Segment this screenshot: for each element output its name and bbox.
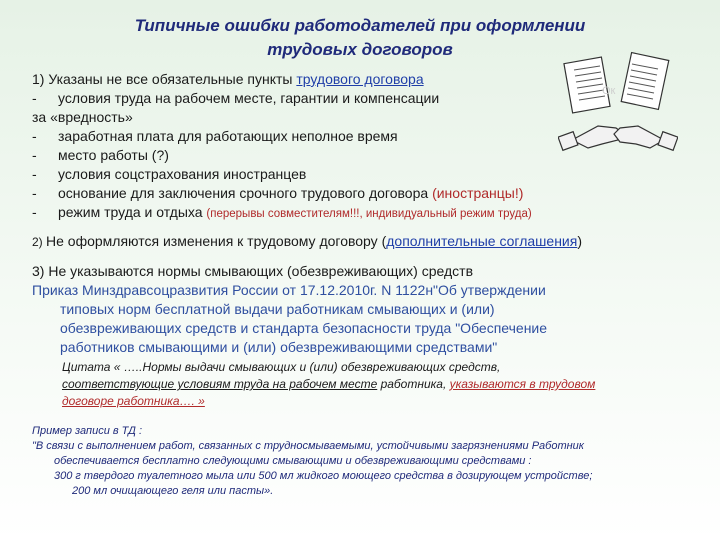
list-item — [32, 184, 702, 203]
list-item-text: за «вредность» — [32, 109, 133, 125]
example-label: Пример записи в ТД : — [32, 425, 142, 437]
list-item-text: условия соцстрахования иностранцев — [58, 166, 307, 182]
list-marker: - — [32, 90, 37, 106]
example-line: "В связи с выполнением работ, связанных с трудносмываемыми, устойчивыми загрязнениями Работник — [32, 440, 584, 452]
svg-text:Ок: Ок — [602, 85, 616, 97]
section2-number: 2) — [32, 235, 47, 249]
quote-text: работника, — [377, 377, 450, 391]
order-line: работников смывающими и (или) обезвреживающими средствами" — [60, 339, 498, 355]
list-item-text: место работы (?) — [58, 147, 169, 163]
list-item-text: заработная плата для работающих неполное время — [58, 128, 398, 144]
additional-agreements-link[interactable]: дополнительные соглашения — [386, 233, 578, 249]
quote-line — [62, 376, 702, 393]
section2 — [32, 232, 702, 252]
section2-close: ) — [577, 233, 582, 249]
list-item — [32, 127, 702, 146]
list-marker: - — [32, 204, 37, 220]
labor-contract-link[interactable]: трудового договора — [296, 71, 424, 87]
list-item-text: основание для заключения срочного трудового договора — [58, 185, 433, 201]
section1-heading-text: 1) Указаны не все обязательные пункты — [32, 71, 297, 87]
example-block — [32, 424, 702, 499]
section3 — [32, 262, 702, 410]
list-item-text: режим труда и отдыха — [58, 204, 207, 220]
list-item — [32, 203, 702, 224]
list-item — [32, 165, 702, 184]
list-item — [32, 89, 702, 108]
order-line: обезвреживающих средств и стандарта безопасности труда "Обеспечение — [60, 320, 548, 336]
quote-line: Цитата « …..Нормы выдачи смывающих и (или) обезвреживающих средств, — [62, 360, 501, 374]
order-line: типовых норм бесплатной выдачи работникам смывающих и (или) — [60, 301, 495, 317]
example-line: 200 мл очищающего геля или пасты». — [72, 485, 274, 497]
foreigners-note: (иностранцы!) — [432, 185, 524, 201]
list-marker: - — [32, 147, 37, 163]
example-line: обеспечивается бесплатно следующими смывающими и обезвреживающими средствами : — [54, 455, 532, 467]
quote-block — [32, 359, 702, 410]
quote-red: указываются в трудовом — [449, 377, 596, 391]
list-item — [32, 146, 702, 165]
quote-line: договоре работника…. » — [62, 394, 205, 408]
order-line: Приказ Минздравсоцразвития России от 17.12.2010г. N 1122н"Об утверждении — [32, 282, 546, 298]
section3-heading: 3) Не указываются нормы смывающих (обезвреживающих) средств — [32, 263, 473, 279]
main-content — [32, 70, 702, 499]
title-line-2: трудовых договоров — [267, 40, 453, 59]
example-line: 300 г твердого туалетного мыла или 500 мл жидкого моющего средства в дозирующем устройстве; — [54, 470, 593, 482]
section1-heading — [32, 70, 702, 89]
list-marker: - — [32, 166, 37, 182]
quote-underlined: соответствующие условиям труда на рабочем месте — [62, 377, 378, 391]
list-item-text: условия труда на рабочем месте, гарантии и компенсации — [58, 90, 440, 106]
list-marker: - — [32, 185, 37, 201]
list-item — [32, 108, 702, 127]
title-line-1: Типичные ошибки работодателей при оформлении — [134, 16, 586, 35]
work-rest-note: (перерывы совместителям!!!, индивидуальный режим труда) — [206, 208, 532, 220]
section2-text: Не оформляются изменения к трудовому договору ( — [46, 233, 387, 249]
list-marker: - — [32, 128, 37, 144]
